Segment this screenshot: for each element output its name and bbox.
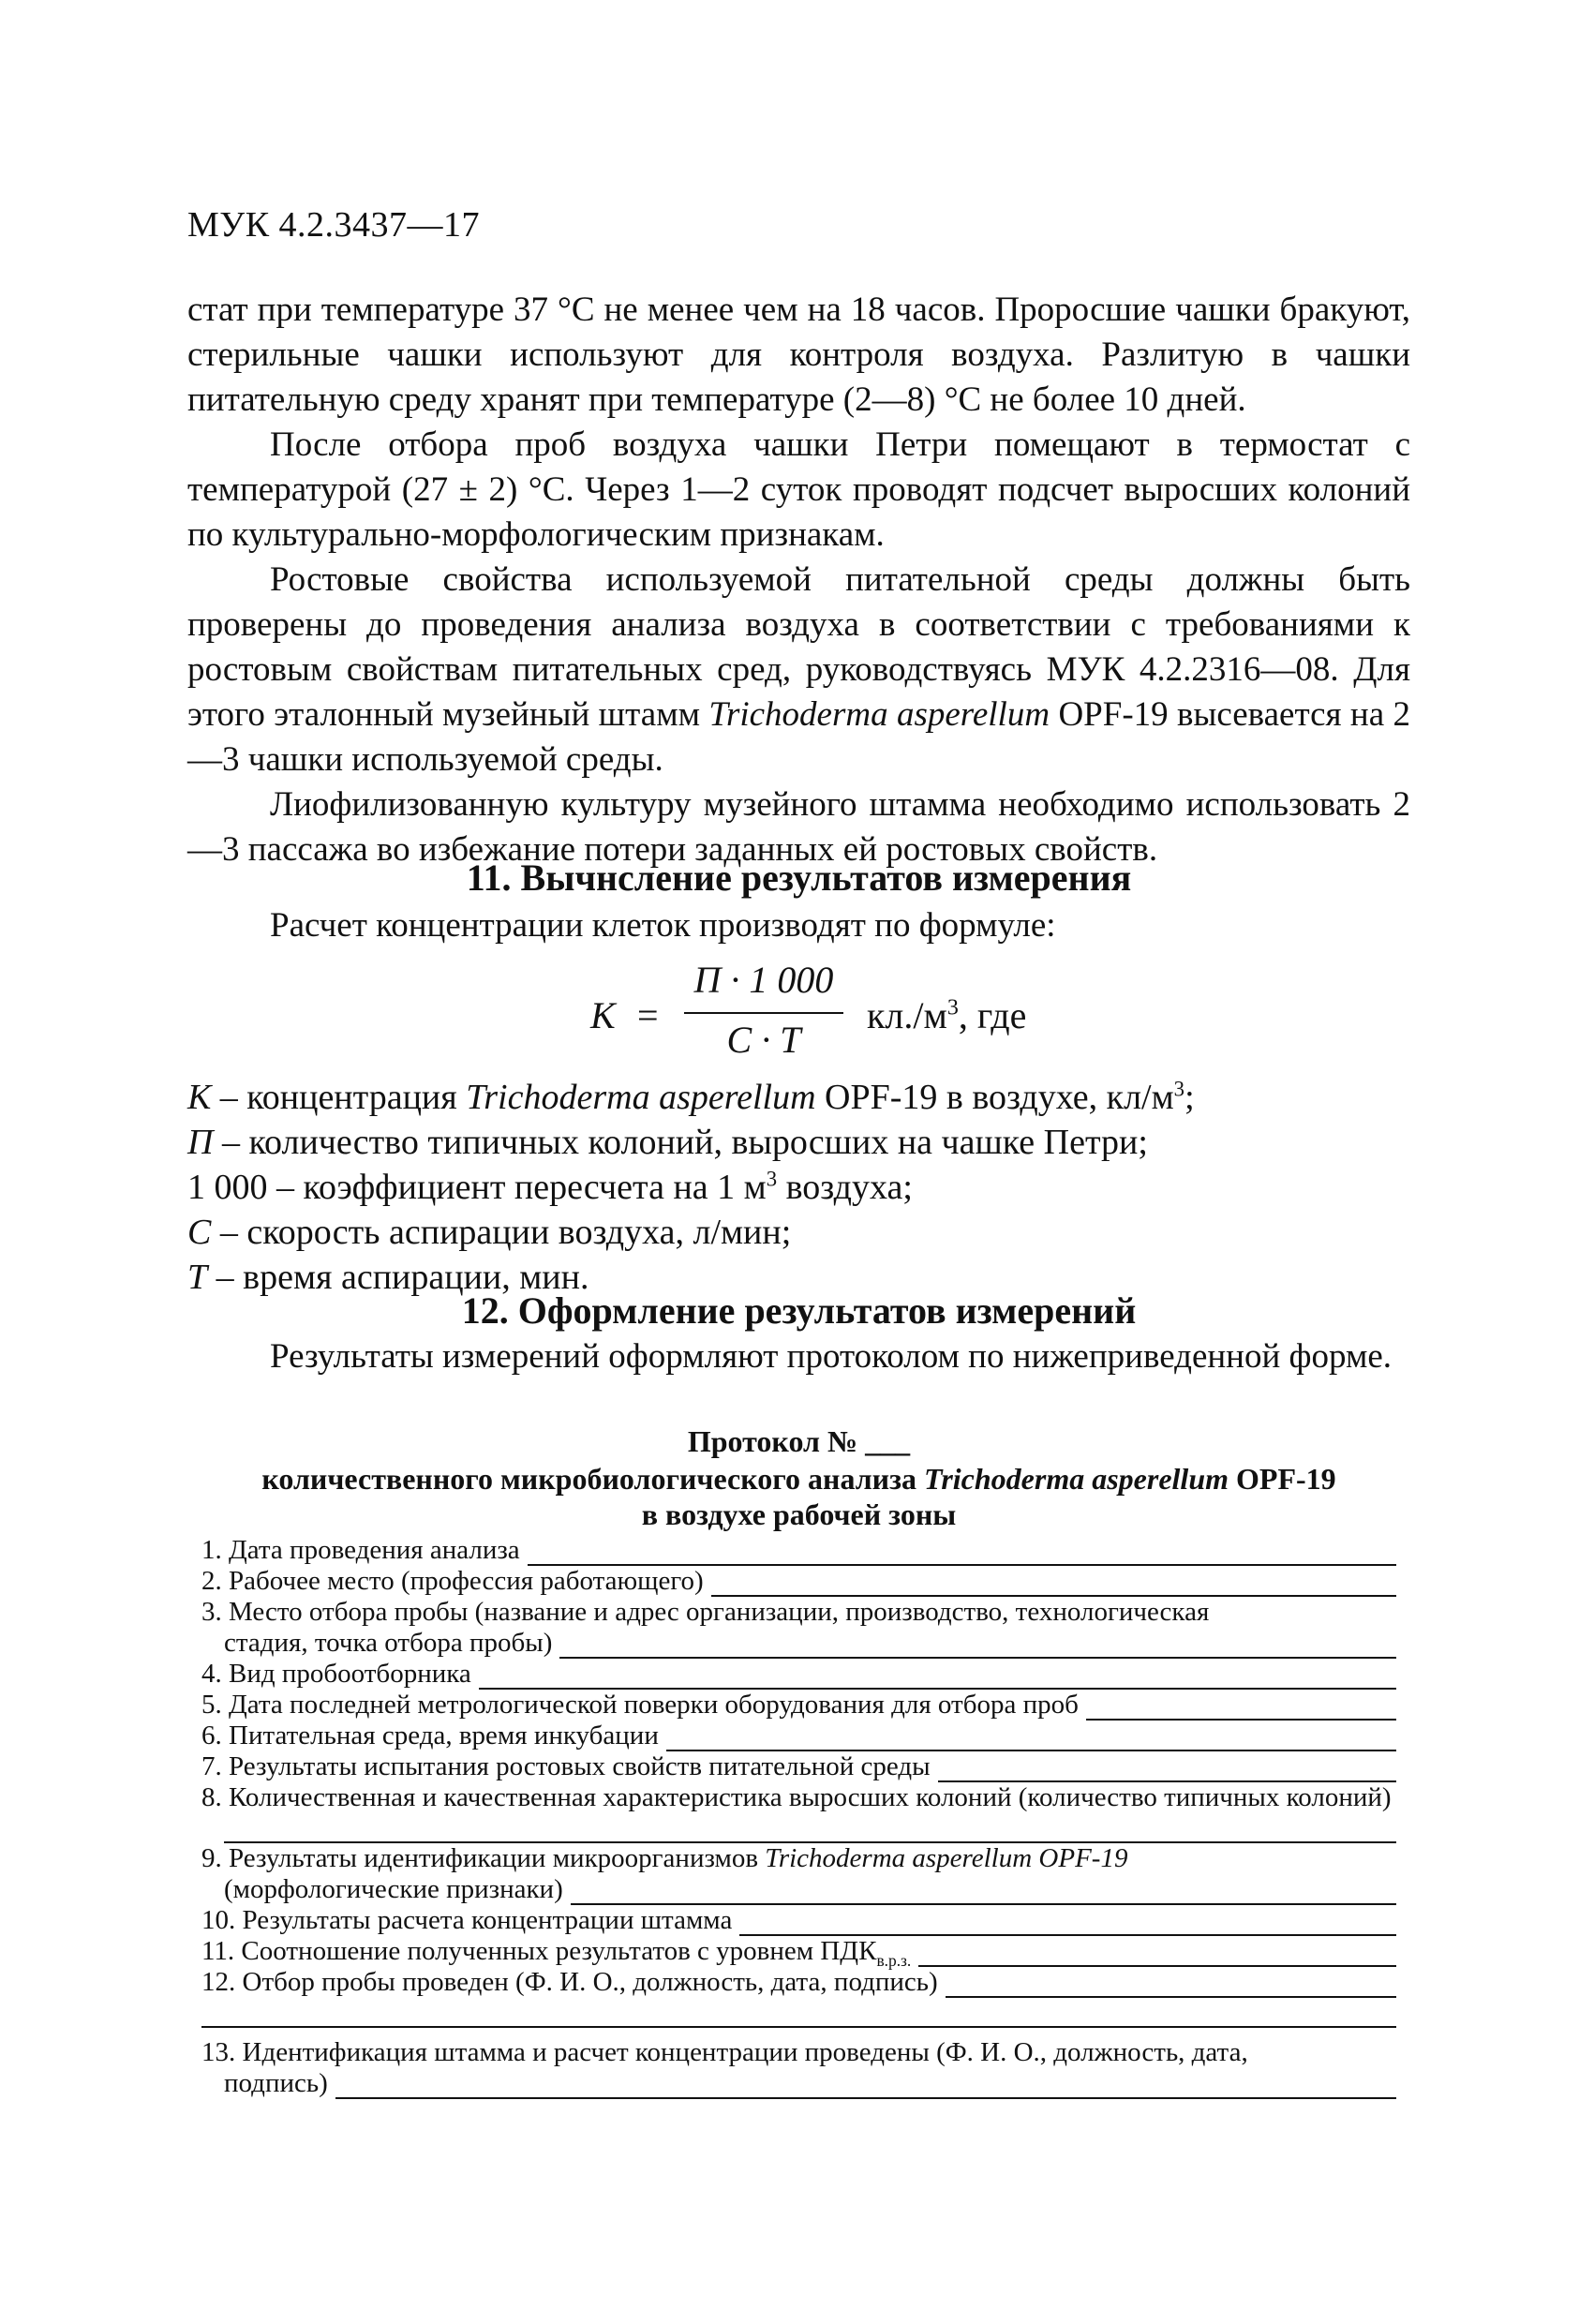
blank-line[interactable] [1086,1694,1396,1721]
formula-numerator: П · 1 000 [693,959,834,1001]
formula-denominator: С · Т [726,1019,801,1061]
form-field-growth-test[interactable]: 7. Результаты испытания ростовых свойств питательной среды [201,1751,1396,1782]
blank-line[interactable] [559,1632,1396,1659]
blank-line[interactable] [938,1756,1396,1782]
formula-variables-list [187,1075,1410,1300]
blank-line[interactable] [479,1663,1396,1690]
protocol-subtitle-zone: в воздухе рабочей зоны [641,1497,957,1531]
blank-line[interactable] [571,1879,1396,1905]
form-field-concentration-calc[interactable]: 10. Результаты расчета концентрации штамма [201,1905,1396,1936]
form-field-analysis-date[interactable]: 1. Дата проведения анализа [201,1535,1396,1566]
section-11-title: 11. Вычнсление результатов измерения [466,857,1132,899]
paragraph-sampling: После отбора проб воздуха чашки Петри помещают в термостат с температурой (27 ± 2) °С. Через 1—2 суток проводят подсчет выросших колоний по культурально-морфологическим признакам. [187,425,1410,554]
protocol-subtitle: количественного микробиологического анализа Trichoderma asperellum OPF-19 [261,1462,1336,1496]
growth-text-a: Ростовые свойства используемой питательной среды должны быть проверены до проведения анализа воздуха в соответствии с требованиями к ростовым свойствам питательных сред, руководствуясь МУК 4.2.2316—08. Для этого эталонный музейный штамм [187,560,1410,734]
form-field-identification: 9. Результаты идентификации микроорганизмов Trichoderma asperellum OPF-19 [201,1843,1128,1873]
form-field-sampler-type[interactable]: 4. Вид пробоотборника [201,1659,1396,1690]
concentration-formula [562,958,1087,1070]
variable-p: П – количество типичных колоний, выросших на чашке Петри; [187,1123,1148,1162]
form-field-verification-date[interactable]: 5. Дата последней метрологической поверки оборудования для отбора проб [201,1690,1396,1721]
formula-fraction-bar [684,1012,843,1014]
form-field-morphology[interactable]: (морфологические признаки) [201,1874,1396,1905]
blank-line[interactable] [666,1725,1396,1751]
blank-line[interactable] [739,1910,1396,1936]
blank-line[interactable] [224,1813,1396,1843]
form-field-sampling-by[interactable]: 12. Отбор пробы проведен (Ф. И. О., должность, дата, подпись) [201,1967,1396,1998]
form-field-pdk-ratio[interactable]: 11. Соотношение полученных результатов с уровнем $ПДК_{в.р.з.}$ [201,1936,1396,1967]
growth-text-b: OPF-19 высевается на 2—3 чашки используемой среды. [187,695,1411,779]
form-field-nutrient-medium[interactable]: 6. Питательная среда, время инкубации [201,1721,1396,1751]
paragraph-incubation: стат при температуре 37 °С не менее чем на 18 часов. Проросшие чашки бракуют, стерильные чашки используют для контроля воздуха. Разлитую в чашки питательную среду хранят при температуре (2—8) °С не более 10 дней. [187,290,1410,419]
document-code-header: МУК 4.2.3437—17 [187,205,481,245]
paragraph-lyophilized: Лиофилизованную культуру музейного штамма необходимо использовать 2—3 пассажа во избежание потери заданных ей ростовых свойств. [187,785,1410,869]
variable-c: С – скорость аспирации воздуха, л/мин; [187,1213,792,1252]
blank-line[interactable] [918,1941,1396,1967]
formula-lhs: К [590,994,616,1036]
form-field-signature[interactable]: подпись) [201,2068,1396,2099]
organism-name: Trichoderma asperellum [708,695,1050,734]
protocol-title: Протокол № ___ [687,1424,911,1458]
blank-line[interactable] [946,1972,1396,1998]
formula-equals: = [637,994,659,1036]
blank-line[interactable] [201,1998,1396,2028]
form-field-colony-characteristics: 8. Количественная и качественная характеристика выросших колоний (количество типичных колоний) [201,1782,1392,1812]
protocol-form [201,1535,1396,2099]
paragraph-growth-properties [187,558,1410,782]
blank-line[interactable] [528,1540,1396,1566]
formula-unit: $кл./м^3$, где [867,994,1027,1036]
body-text [187,288,1410,872]
variable-1000: 1 000 – коэффициент пересчета на 1 $м^3$ воздуха; [187,1167,913,1207]
blank-line[interactable] [711,1571,1396,1597]
form-field-identification-by: 13. Идентификация штамма и расчет концентрации проведены (Ф. И. О., должность, дата, [201,2037,1248,2067]
section-12-title: 12. Оформление результатов измерений [461,1289,1137,1332]
variable-k: К – концентрация Trichoderma asperellum OPF-19 в воздухе, $кл/м^3$; [187,1077,1195,1117]
section-12-intro: Результаты измерений оформляют протоколом по нижеприведенной форме. [270,1337,1393,1376]
form-field-workplace[interactable]: 2. Рабочее место (профессия работающего) [201,1566,1396,1597]
variable-t: Т – время аспирации, мин. [187,1258,589,1297]
blank-line[interactable] [335,2073,1396,2099]
form-field-sampling-stage[interactable]: стадия, точка отбора пробы) [201,1628,1396,1659]
section-11-intro: Расчет концентрации клеток производят по формуле: [270,906,1056,945]
form-field-sampling-place: 3. Место отбора пробы (название и адрес организации, производство, технологическая [201,1597,1210,1627]
